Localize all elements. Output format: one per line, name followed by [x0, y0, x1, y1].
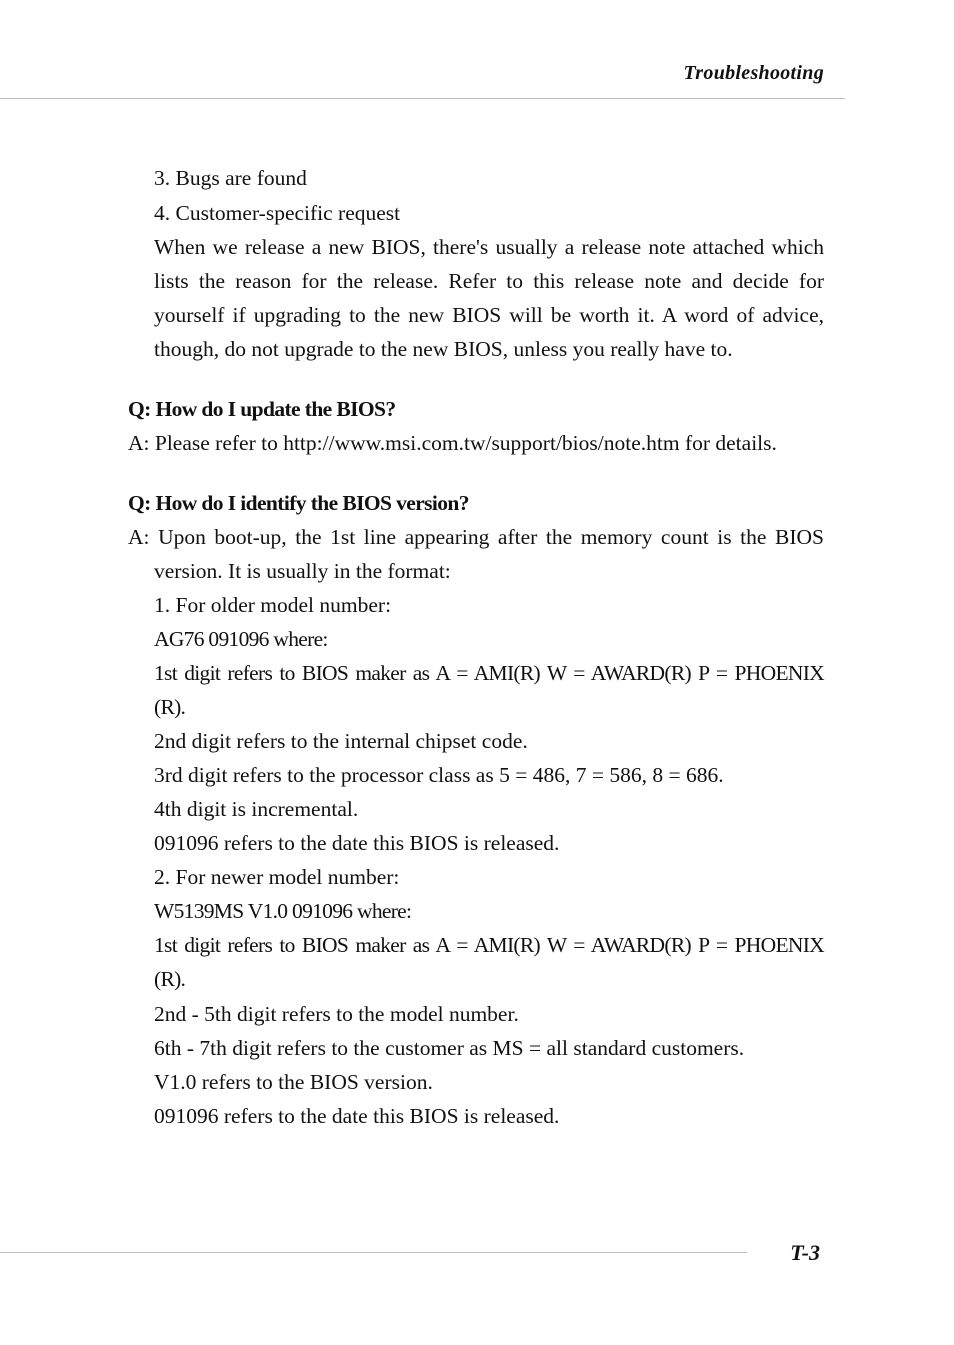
- answer-text: A: Upon boot-up, the 1st line appearing after the memory count is the BIOS: [128, 525, 824, 549]
- answer-line: 091096 refers to the date this BIOS is released.: [154, 831, 560, 855]
- answer-line: 4th digit is incremental.: [154, 797, 359, 821]
- list-item: 3. Bugs are found: [154, 166, 307, 190]
- answer-line: 1st digit refers to BIOS maker as A = AMI(R) W = AWARD(R) P = PHOENIX: [154, 661, 824, 685]
- answer-line: 091096 refers to the date this BIOS is released.: [154, 1104, 560, 1128]
- paragraph-line: When we release a new BIOS, there's usually a release note attached which: [154, 235, 824, 259]
- answer-line: W5139MS V1.0 091096 where:: [154, 899, 412, 923]
- question-heading: Q: How do I identify the BIOS version?: [128, 491, 469, 515]
- answer-line: 2nd - 5th digit refers to the model number.: [154, 1002, 519, 1026]
- answer-line: AG76 091096 where:: [154, 627, 328, 651]
- answer-line: (R).: [154, 967, 186, 991]
- header-divider: [0, 98, 845, 99]
- answer-line: 3rd digit refers to the processor class as 5 = 486, 7 = 586, 8 = 686.: [154, 763, 724, 787]
- answer-line: (R).: [154, 695, 186, 719]
- paragraph-line: lists the reason for the release. Refer to this release note and decide for: [154, 269, 824, 293]
- answer-line: 6th - 7th digit refers to the customer as MS = all standard customers.: [154, 1036, 745, 1060]
- question-heading: Q: How do I update the BIOS?: [128, 397, 396, 421]
- answer-text: A: Please refer to http://www.msi.com.tw/support/bios/note.htm for details.: [128, 431, 777, 455]
- paragraph-line: though, do not upgrade to the new BIOS, unless you really have to.: [154, 337, 733, 361]
- answer-line: V1.0 refers to the BIOS version.: [154, 1070, 433, 1094]
- answer-line: version. It is usually in the format:: [154, 559, 451, 583]
- page-number: T-3: [790, 1240, 820, 1265]
- answer-line: 1. For older model number:: [154, 593, 392, 617]
- running-header: Troubleshooting: [683, 62, 824, 84]
- list-item: 4. Customer-specific request: [154, 201, 401, 225]
- answer-line: 2. For newer model number:: [154, 865, 400, 889]
- answer-line: 2nd digit refers to the internal chipset code.: [154, 729, 528, 753]
- footer-divider: [0, 1252, 747, 1253]
- paragraph-line: yourself if upgrading to the new BIOS will be worth it. A word of advice,: [154, 303, 824, 327]
- answer-line: 1st digit refers to BIOS maker as A = AMI(R) W = AWARD(R) P = PHOENIX: [154, 933, 824, 957]
